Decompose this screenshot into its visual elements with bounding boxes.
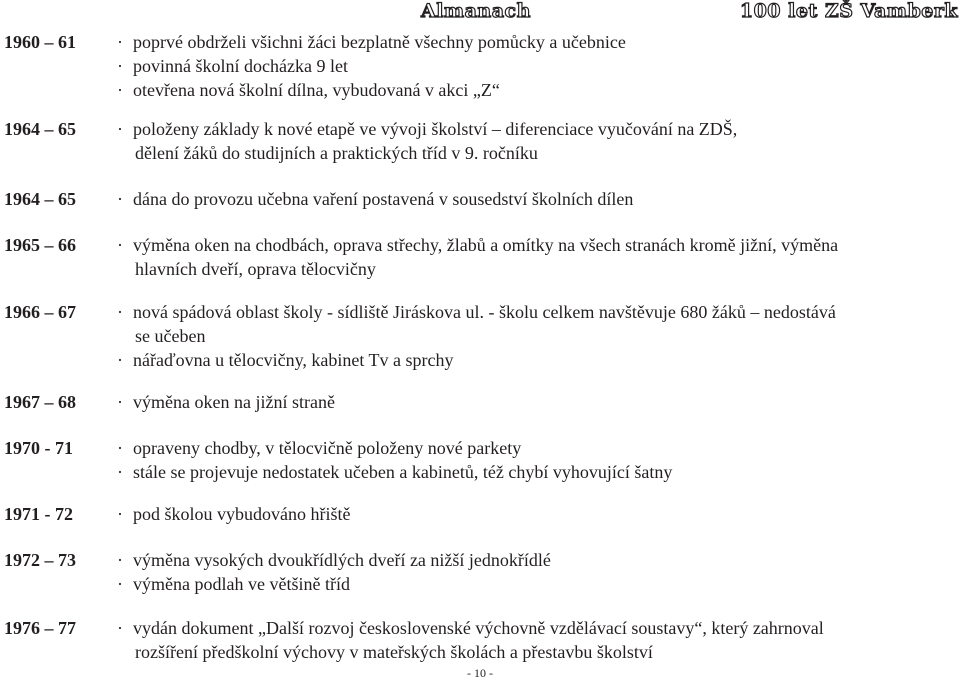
entry-items (117, 548, 937, 596)
entry-year: 1972 – 73 (4, 550, 76, 570)
entry-year: 1964 – 65 (4, 119, 76, 139)
entry-line: · opraveny chodby, v tělocvičně položeny nové parkety (117, 438, 522, 458)
entry-line: se učeben (135, 326, 206, 346)
entry-year: 1964 – 65 (4, 189, 76, 209)
entry-line: · výměna podlah ve většině tříd (117, 574, 350, 594)
entry-line: · vydán dokument „Další rozvoj československé výchovně vzdělávací soustavy“, který zahrnoval (117, 618, 824, 638)
entry-year: 1971 - 72 (4, 504, 73, 524)
entry-items (117, 390, 937, 414)
bullet: · (117, 119, 123, 139)
entry-items (117, 300, 937, 372)
bullet: · (117, 189, 123, 209)
entry-year: 1960 – 61 (4, 32, 76, 52)
bullet: · (117, 550, 123, 570)
entry-items (117, 187, 937, 211)
entry-line: · položeny základy k nové etapě ve vývoji školství – diferenciace vyučování na ZDŠ, (117, 119, 738, 139)
bullet: · (117, 462, 123, 482)
entry-year: 1976 – 77 (4, 618, 76, 638)
header-title-almanach: Almanach (421, 0, 531, 22)
bullet: · (117, 80, 123, 100)
entry-year: 1966 – 67 (4, 302, 76, 322)
bullet: · (117, 56, 123, 76)
entry-line: · nářaďovna u tělocvičny, kabinet Tv a sprchy (117, 350, 454, 370)
entry-line: · pod školou vybudováno hřiště (117, 504, 351, 524)
entry-line: · nová spádová oblast školy - sídliště Jiráskova ul. - školu celkem navštěvuje 680 žáků – nedostává (117, 302, 836, 322)
entry-items (117, 117, 937, 165)
bullet: · (117, 350, 123, 370)
entry-items (117, 502, 937, 526)
entry-year: 1965 – 66 (4, 235, 76, 255)
bullet: · (117, 574, 123, 594)
entry-year: 1970 - 71 (4, 438, 73, 458)
bullet: · (117, 392, 123, 412)
bullet: · (117, 618, 123, 638)
entry-line: · stále se projevuje nedostatek učeben a kabinetů, též chybí vyhovující šatny (117, 462, 673, 482)
entry-items (117, 436, 937, 484)
entry-line: · dána do provozu učebna vaření postavená v sousedství školních dílen (117, 189, 634, 209)
bullet: · (117, 504, 123, 524)
bullet: · (117, 235, 123, 255)
entry-line: dělení žáků do studijních a praktických tříd v 9. ročníku (135, 143, 538, 163)
entry-items (117, 30, 937, 102)
entry-line: rozšíření předškolní výchovy v mateřských školách a přestavbu školství (135, 642, 653, 662)
entry-line: · výměna oken na jižní straně (117, 392, 335, 412)
entry-line: hlavních dveří, oprava tělocvičny (135, 259, 376, 279)
page-number: - 10 - (467, 666, 493, 680)
bullet: · (117, 302, 123, 322)
bullet: · (117, 32, 123, 52)
bullet: · (117, 438, 123, 458)
entry-line: · výměna vysokých dvoukřídlých dveří za nižší jednokřídlé (117, 550, 551, 570)
entry-line: · otevřena nová školní dílna, vybudovaná v akci „Z“ (117, 80, 500, 100)
entry-line: · výměna oken na chodbách, oprava střechy, žlabů a omítky na všech stranách kromě jižní, výměna (117, 235, 839, 255)
entry-items (117, 616, 937, 664)
entry-items (117, 233, 937, 281)
entry-line: · povinná školní docházka 9 let (117, 56, 348, 76)
entry-year: 1967 – 68 (4, 392, 76, 412)
header-title-school: 100 let ZŠ Vamberk (739, 0, 958, 22)
entry-line: · poprvé obdrželi všichni žáci bezplatně všechny pomůcky a učebnice (117, 32, 626, 52)
